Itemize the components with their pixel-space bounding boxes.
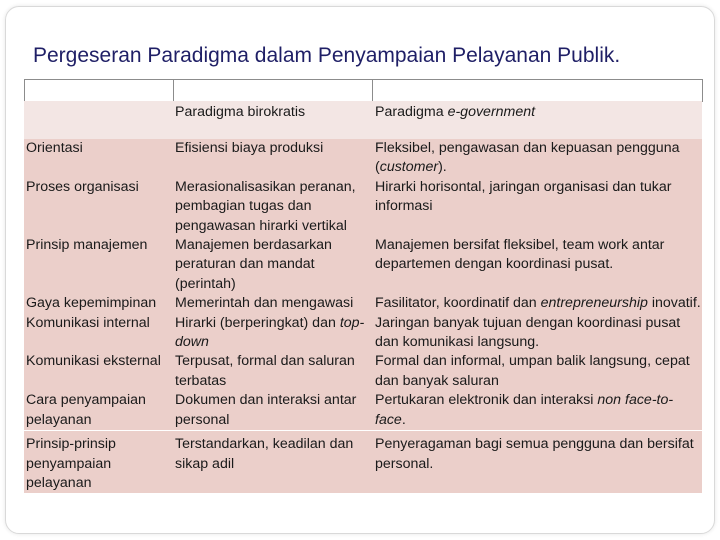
comparison-table: [24, 101, 702, 493]
row-label: Orientasi: [24, 139, 173, 178]
table-row: [24, 352, 702, 391]
table-header-row: [24, 101, 702, 139]
header-divider: [173, 80, 174, 102]
cell-egovernment: Fasilitator, koordinatif dan entrepreneurship inovatif.: [373, 294, 702, 313]
cell-bureaucratic: Manajemen berdasarkan peraturan dan mandat (perintah): [173, 236, 373, 294]
cell-bureaucratic: Merasionalisasikan peranan, pembagian tugas dan pengawasan hirarki vertikal: [173, 178, 373, 236]
cell-bureaucratic: Terstandarkan, keadilan dan sikap adil: [173, 431, 373, 493]
header-egovernment: Paradigma e-government: [373, 101, 702, 139]
cell-bureaucratic: Terpusat, formal dan saluran terbatas: [173, 352, 373, 391]
table-row: [24, 391, 702, 430]
cell-egovernment: Manajemen bersifat fleksibel, team work antar departemen dengan koordinasi pusat.: [373, 236, 702, 294]
table-row: [24, 139, 702, 178]
cell-bureaucratic: Efisiensi biaya produksi: [173, 139, 373, 178]
row-label: Cara penyampaian pelayanan: [24, 391, 173, 430]
cell-egovernment: Formal dan informal, umpan balik langsung, cepat dan banyak saluran: [373, 352, 702, 391]
table-row: [24, 294, 702, 313]
table-row: [24, 431, 702, 493]
row-label: Komunikasi eksternal: [24, 352, 173, 391]
row-label: Komunikasi internal: [24, 314, 173, 353]
cell-egovernment: Penyeragaman bagi semua pengguna dan bersifat personal.: [373, 431, 702, 493]
cell-egovernment: Fleksibel, pengawasan dan kepuasan pengguna (customer).: [373, 139, 702, 178]
header-divider: [372, 80, 373, 102]
table-row: [24, 314, 702, 353]
table-row: [24, 178, 702, 236]
row-label: Gaya kepemimpinan: [24, 294, 173, 313]
row-label: Prinsip-prinsip penyampaian pelayanan: [24, 431, 173, 493]
header-bureaucratic: Paradigma birokratis: [173, 101, 373, 139]
cell-egovernment: Hirarki horisontal, jaringan organisasi dan tukar informasi: [373, 178, 702, 236]
cell-egovernment: Pertukaran elektronik dan interaksi non face-to-face.: [373, 391, 702, 430]
header-empty: [24, 101, 173, 139]
cell-egovernment: Jaringan banyak tujuan dengan koordinasi pusat dan komunikasi langsung.: [373, 314, 702, 353]
row-label: Prinsip manajemen: [24, 236, 173, 294]
slide-title: Pergeseran Paradigma dalam Penyampaian Pelayanan Publik.: [33, 44, 621, 67]
cell-bureaucratic: Memerintah dan mengawasi: [173, 294, 373, 313]
table-header-box: [24, 79, 703, 102]
table-row: [24, 236, 702, 294]
row-label: Proses organisasi: [24, 178, 173, 236]
cell-bureaucratic: Dokumen dan interaksi antar personal: [173, 391, 373, 430]
cell-bureaucratic: Hirarki (berperingkat) dan top-down: [173, 314, 373, 353]
